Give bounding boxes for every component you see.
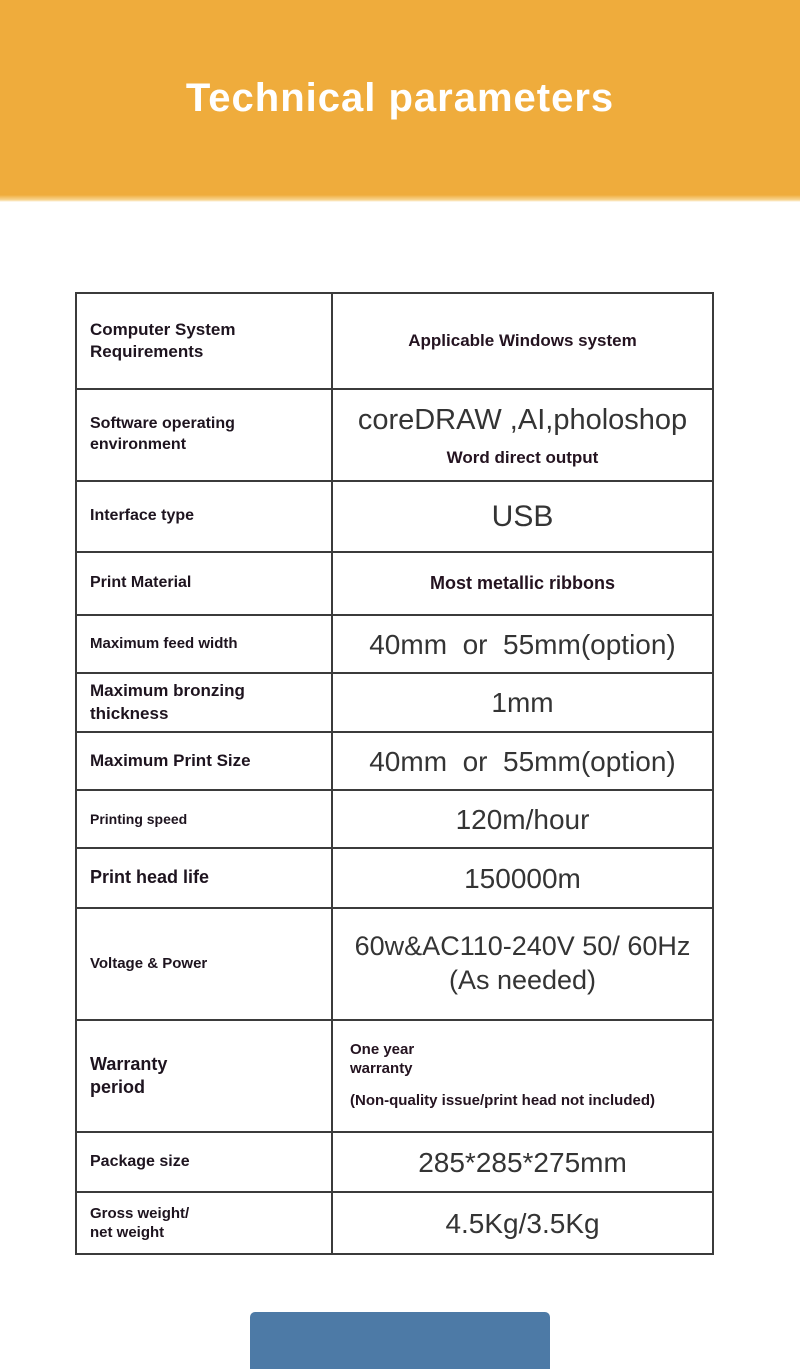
param-name-text: Maximum bronzing: [90, 681, 245, 701]
param-name-cell: [77, 390, 333, 480]
param-name-text: environment: [90, 436, 187, 453]
table-row: [77, 388, 712, 480]
param-name-text: Computer System: [90, 319, 236, 339]
param-name-text: net weight: [90, 1224, 165, 1241]
param-value-cell: [333, 482, 712, 551]
param-value-text: 60w&AC110-240V 50/ 60Hz (As needed): [354, 931, 691, 995]
param-name-cell: [77, 294, 333, 388]
param-name-cell: [77, 1133, 333, 1191]
param-name-text: Printing speed: [90, 810, 188, 827]
param-value-cell: [333, 1021, 712, 1131]
param-value-text: 150000m: [464, 862, 581, 894]
param-name-text: Requirements: [90, 342, 204, 361]
param-name-cell: [77, 733, 333, 789]
table-row: [77, 480, 712, 551]
spec-table: [75, 292, 714, 1255]
param-value-cell: [333, 674, 712, 731]
param-name-text: Software operating: [90, 415, 235, 433]
param-name-cell: [77, 674, 333, 731]
param-name-cell: [77, 616, 333, 672]
param-value-text: (Non-quality issue/print head not included): [350, 1091, 656, 1109]
param-name-text: Interface type: [90, 507, 195, 525]
param-value-text: 285*285*275mm: [418, 1146, 627, 1178]
param-name-cell: [77, 1021, 333, 1131]
param-value-text: Word direct output: [446, 448, 599, 467]
param-name-cell: [77, 553, 333, 614]
param-value-cell: [333, 849, 712, 907]
param-value-cell: [333, 791, 712, 847]
param-name-text: Maximum Print Size: [90, 750, 251, 770]
table-row: [77, 731, 712, 789]
table-row: [77, 672, 712, 731]
param-name-text: Warranty: [90, 1053, 168, 1074]
param-name-text: Print Material: [90, 574, 192, 592]
table-row: [77, 551, 712, 614]
param-value-cell: [333, 616, 712, 672]
param-name-text: period: [90, 1077, 146, 1097]
param-value-text: 4.5Kg/3.5Kg: [445, 1207, 600, 1239]
param-value-text: 40mm or 55mm(option): [369, 628, 676, 660]
param-value-text: One year warranty: [350, 1041, 415, 1078]
table-row: [77, 1131, 712, 1191]
param-value-text: 40mm or 55mm(option): [369, 745, 676, 777]
page-title: Technical parameters: [185, 75, 615, 120]
param-value-cell: [333, 390, 712, 480]
table-row: [77, 907, 712, 1019]
param-name-cell: [77, 791, 333, 847]
table-row: [77, 847, 712, 907]
footer-accent-bar: [250, 1312, 550, 1369]
param-value-cell: [333, 733, 712, 789]
param-value-text: 1mm: [491, 687, 554, 718]
table-row: [77, 614, 712, 672]
param-name-cell: [77, 909, 333, 1019]
param-value-cell: [333, 553, 712, 614]
table-row: [77, 1019, 712, 1131]
param-name-text: thickness: [90, 703, 169, 723]
param-value-cell: [333, 1193, 712, 1253]
table-row: [77, 789, 712, 847]
param-name-cell: [77, 849, 333, 907]
param-name-text: Voltage & Power: [90, 955, 208, 973]
param-value-text: coreDRAW ,AI,pholoshop: [357, 403, 688, 436]
table-row: [77, 294, 712, 388]
param-name-text: Maximum feed width: [90, 635, 238, 653]
param-value-cell: [333, 909, 712, 1019]
param-value-text: Most metallic ribbons: [429, 573, 616, 594]
table-row: [77, 1191, 712, 1253]
param-value-text: USB: [491, 499, 554, 533]
param-name-text: Package size: [90, 1152, 190, 1170]
param-value-cell: [333, 1133, 712, 1191]
param-value-text: Applicable Windows system: [408, 331, 637, 351]
param-name-text: Gross weight/: [90, 1204, 190, 1222]
header-banner: [0, 0, 800, 202]
param-value-cell: [333, 294, 712, 388]
param-name-cell: [77, 1193, 333, 1253]
param-name-cell: [77, 482, 333, 551]
param-value-text: 120m/hour: [455, 803, 590, 835]
param-name-text: Print head life: [90, 867, 210, 888]
